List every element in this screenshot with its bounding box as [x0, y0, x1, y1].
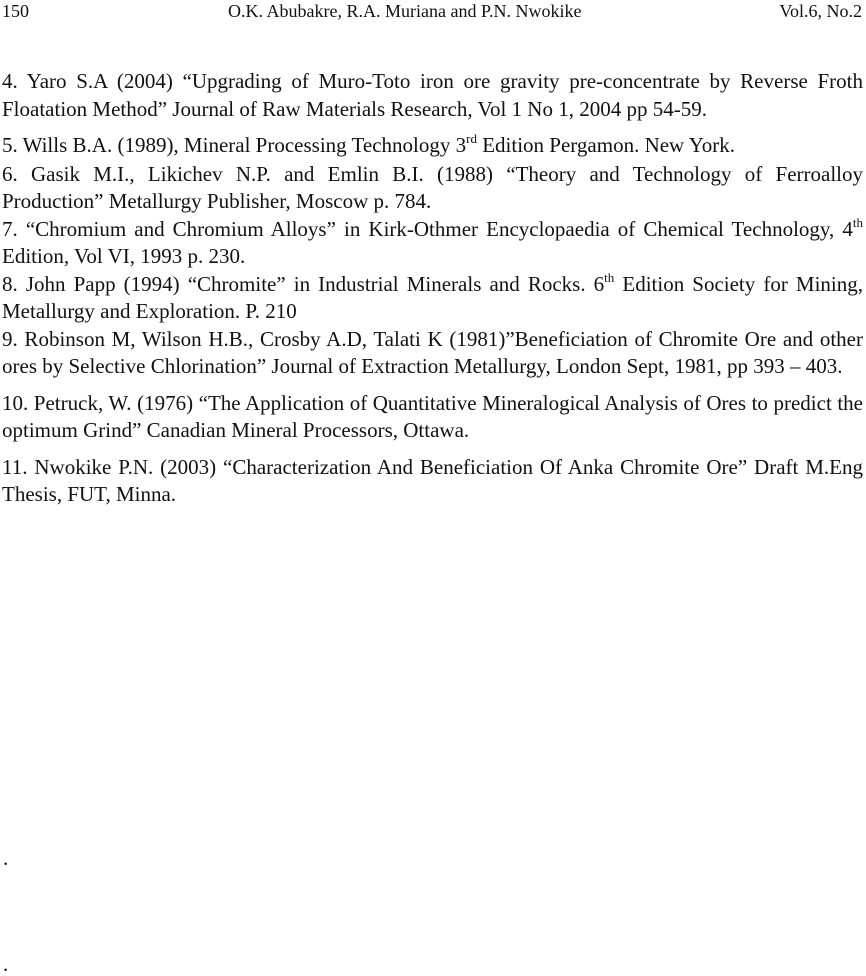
reference-7: 7. “Chromium and Chromium Alloys” in Kirk-Othmer Encyclopaedia of Chemical Technology, 4th Edition, Vol VI, 1993 p. 230. [2, 214, 863, 268]
running-header [2, 0, 862, 26]
reference-10: 10. Petruck, W. (1976) “The Application of Quantitative Mineralogical Analysis of Ores to predict the optimum Grind” Canadian Mineral Processors, Ottawa. [2, 390, 863, 442]
superscript: th [604, 269, 615, 285]
superscript: rd [466, 131, 477, 146]
stray-mark: . [3, 846, 9, 870]
reference-list [2, 68, 863, 509]
page-number: 150 [2, 1, 29, 21]
reference-8: 8. John Papp (1994) “Chromite” in Industrial Minerals and Rocks. 6th Edition Society for Mining, Metallurgy and Exploration. P. 210 [2, 269, 863, 323]
running-authors: O.K. Abubakre, R.A. Muriana and P.N. Nwokike [228, 1, 582, 21]
reference-9: 9. Robinson M, Wilson H.B., Crosby A.D, Talati K (1981)”Beneficiation of Chromite Ore and other ores by Selective Chlorination” Journal of Extraction Metallurgy, London Sept, 1981, pp 393 – 403. [2, 326, 863, 378]
reference-4: 4. Yaro S.A (2004) “Upgrading of Muro-Toto iron ore gravity pre-concentrate by Reverse Froth Floatation Method” Journal of Raw Materials Research, Vol 1 No 1, 2004 pp 54-59. [2, 69, 863, 121]
volume-issue: Vol.6, No.2 [779, 1, 862, 21]
superscript: th [852, 214, 863, 230]
reference-6: 6. Gasik M.I., Likichev N.P. and Emlin B.I. (1988) “Theory and Technology of Ferroalloy Production” Metallurgy Publisher, Moscow p. 784. [2, 161, 863, 213]
reference-11: 11. Nwokike P.N. (2003) “Characterization And Beneficiation Of Anka Chromite Ore” Draft M.Eng Thesis, FUT, Minna. [2, 454, 863, 506]
stray-mark: . [3, 952, 9, 976]
reference-5: 5. Wills B.A. (1989), Mineral Processing Technology 3rd Edition Pergamon. New York. [2, 131, 735, 157]
